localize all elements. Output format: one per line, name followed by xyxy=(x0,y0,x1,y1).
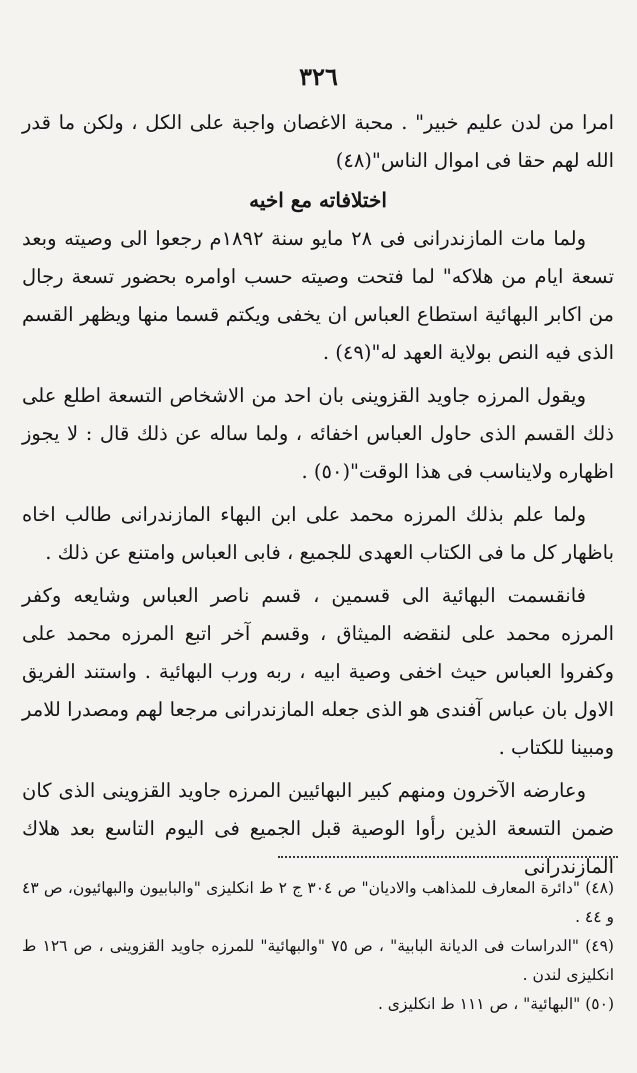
paragraph: ويقول المرزه جاويد القزوينى بان احد من الاشخاص التسعة اطلع على ذلك القسم الذى حاول العباس اخفائه ، ولما ساله عن ذلك قال : لا يجوز اظهاره ولايناسب فى هذا الوقت"(٥٠) . xyxy=(22,384,614,483)
paragraph: فانقسمت البهائية الى قسمين ، قسم ناصر العباس وشايعه وكفر المرزه محمد على لنقضه الميثاق ، وقسم آخر اتبع المرزه محمد على وكفروا العباس حيث اخفى وصية ابيه ، ربه ورب البهائية . واستند الفريق الاول بان عباس آفندى هو الذى جعله المازندرانى مرجعا لهم ومصدرا للامر ومبينا للكتاب . xyxy=(22,584,614,759)
paragraph: ولما مات المازندرانى فى ٢٨ مايو سنة ١٨٩٢م رجعوا الى وصيته وبعد تسعة ايام من هلاكه" لما فتحت وصيته حسب اوامره بحضور تسعة رجال من اكابر البهائية استطاع العباس ان يخفى ويكتم قسما منها ويظهر القسم الذى فيه النص بولاية العهد له"(٤٩) . xyxy=(22,227,614,364)
paragraph-continuation: امرا من لدن عليم خبير" . محبة الاغصان واجبة على الكل ، ولكن ما قدر الله لهم حقا فى اموال الناس"(٤٨) xyxy=(22,111,614,172)
footnote-separator xyxy=(278,856,618,858)
page-number: ٣٢٦ xyxy=(299,62,338,91)
section-heading: اختلافاته مع اخيه xyxy=(249,188,387,212)
footnotes xyxy=(22,874,614,1019)
footnote: (٥٠) "البهائية" ، ص ١١١ ط انكليزى . xyxy=(377,995,614,1013)
footnote: (٤٨) "دائرة المعارف للمذاهب والاديان" ص ٣٠٤ ج ٢ ط انكليزى "والبابيون والبهائيون، ص ٤٣ و ٤٤ . xyxy=(22,879,614,926)
main-text xyxy=(22,104,614,886)
paragraph: ولما علم بذلك المرزه محمد على ابن البهاء المازندرانى طالب اخاه باظهار كل ما فى الكتاب العهدى للجميع ، فابى العباس وامتنع عن ذلك . xyxy=(22,503,614,564)
footnote: (٤٩) "الدراسات فى الديانة البابية" ، ص ٧٥ "والبهائية" للمرزه جاويد القزوينى ، ص ١٢٦ ط انكليزى لندن . xyxy=(22,937,614,984)
paragraph: وعارضه الآخرون ومنهم كبير البهائيين المرزه جاويد القزوينى الذى كان ضمن التسعة الذين رأوا الوصية قبل الجميع فى اليوم التاسع بعد هلاك المازندرانى xyxy=(22,779,614,878)
